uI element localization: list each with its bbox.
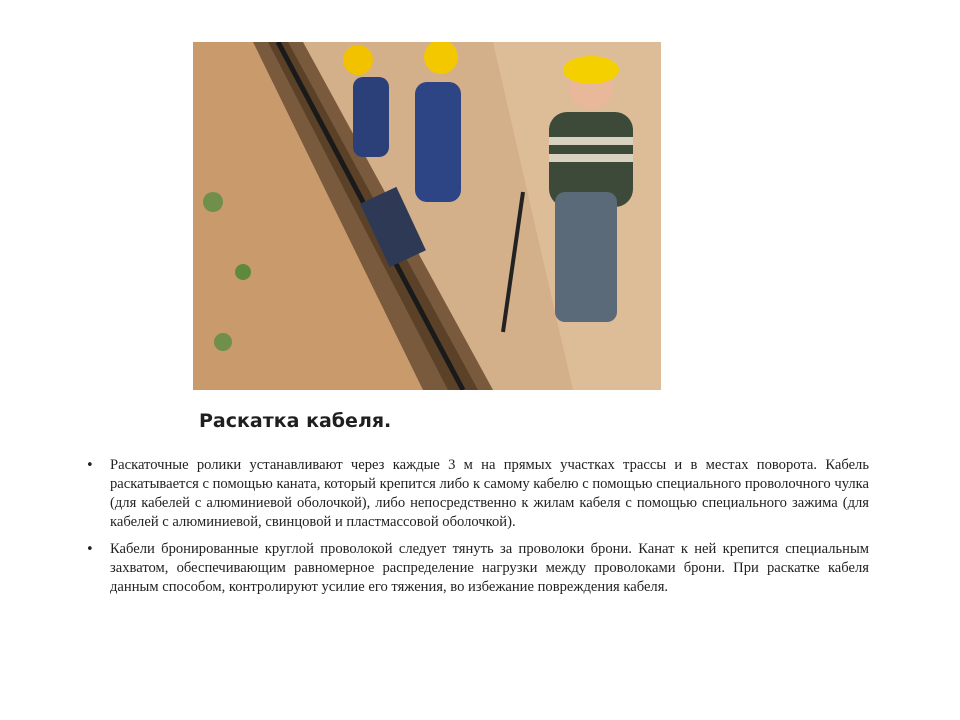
bullet-list [86,456,869,605]
bullet-text: Кабели бронированные круглой проволокой следует тянуть за проволоки брони. Канат к ней крепится специальным захватом, обеспечивающим равномерное распределение нагрузки между проволоками брони. При раскатке кабеля данным способом, контролируют усилие его тяжения, во избежание повреждения кабеля. [110,541,869,595]
cable-laying-photo [193,42,661,390]
bullet-marker: • [86,458,94,473]
bullet-marker: • [86,542,94,557]
bullet-text: Раскаточные ролики устанавливают через каждые 3 м на прямых участках трассы и в местах поворота. Кабель раскатывается с помощью каната, который крепится либо к самому кабелю с помощью специального проволочного чулка (для кабелей с алюминиевой оболочкой), либо непосредственно к жилам кабеля с помощью специального зажима (для кабелей с алюминиевой, свинцовой и пластмассовой оболочкой). [110,457,869,530]
bullet-item [86,456,869,532]
slide-caption: Раскатка кабеля. [199,410,392,432]
bullet-item [86,540,869,597]
